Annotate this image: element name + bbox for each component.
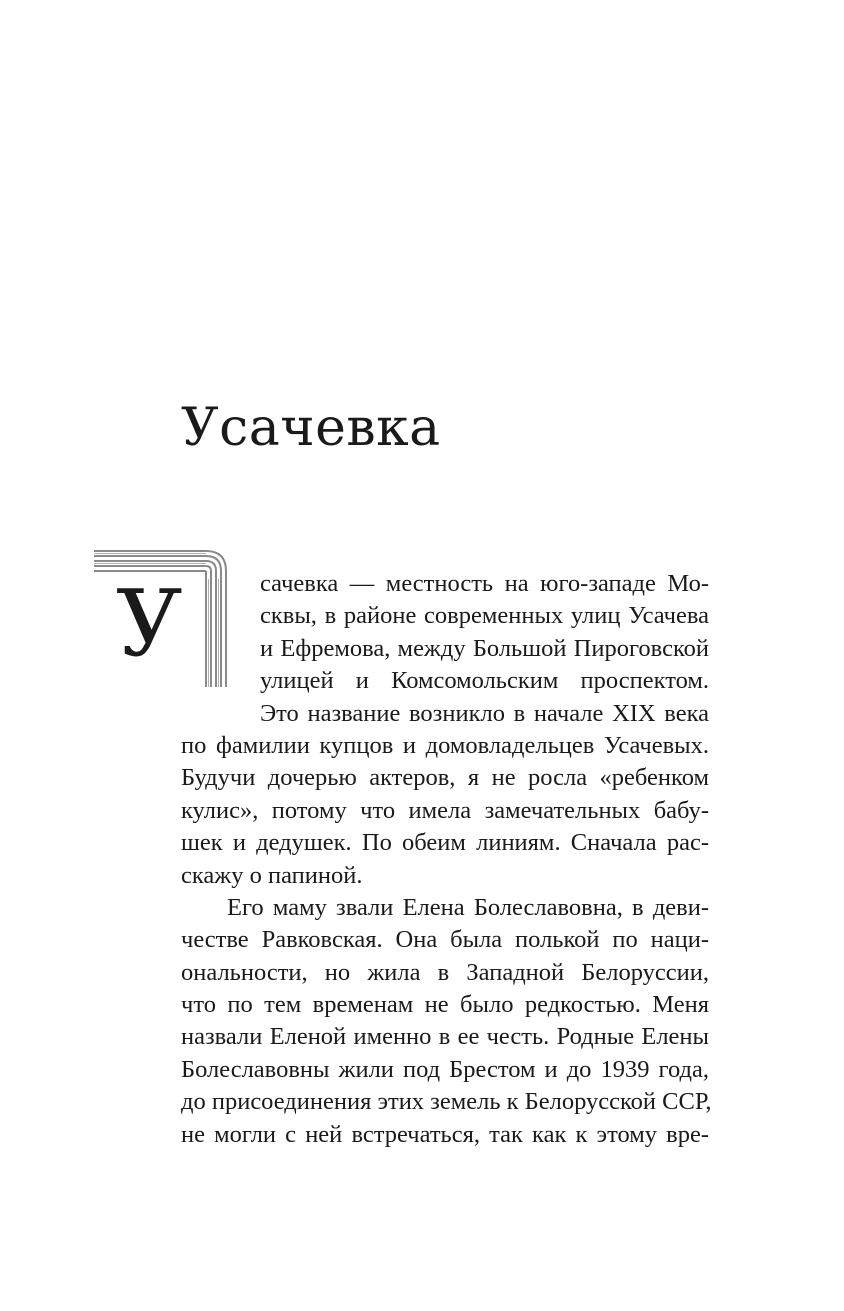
drop-cap-letter: У (116, 570, 183, 677)
text-line: Будучи дочерью актеров, я не росла «ребенком (181, 764, 709, 792)
text-line: что по тем временам не было редкостью. Меня (181, 991, 709, 1019)
text-line: сачевка — местность на юго-западе Мо- (260, 570, 709, 597)
chapter-title: Усачевка (181, 398, 441, 458)
text-line: шек и дедушек. По обеим линиям. Сначала рас- (181, 829, 709, 857)
text-line: кулис», потому что имела замечательных бабу- (181, 796, 709, 824)
text-line: до присоединения этих земель к Белорусской ССР, (181, 1088, 712, 1116)
text-line: назвали Еленой именно в ее честь. Родные Елены (181, 1023, 709, 1051)
text-line: и Ефремова, между Большой Пироговской (260, 634, 709, 662)
text-line: сквы, в районе современных улиц Усачева (260, 602, 709, 630)
text-line: честве Равковская. Она была полькой по наци- (181, 926, 709, 954)
paragraph (181, 892, 712, 1151)
text-line: Болеславовны жили под Брестом и до 1939 года, (181, 1055, 709, 1083)
text-line: улицей и Комсомольским проспектом. (260, 667, 709, 695)
text-line: скажу о папиной. (181, 861, 363, 889)
text-line: Его маму звали Елена Болеславовна, в деви- (227, 893, 709, 921)
body-text (181, 568, 712, 1151)
paragraph (181, 568, 709, 892)
text-line: ональности, но жила в Западной Белоруссии, (181, 958, 709, 986)
text-line: не могли с ней встречаться, так как к этому вре- (181, 1120, 709, 1148)
text-line: Это название возникло в начале XIX века (260, 699, 709, 727)
text-line: по фамилии купцов и домовладельцев Усачевых. (181, 731, 709, 759)
